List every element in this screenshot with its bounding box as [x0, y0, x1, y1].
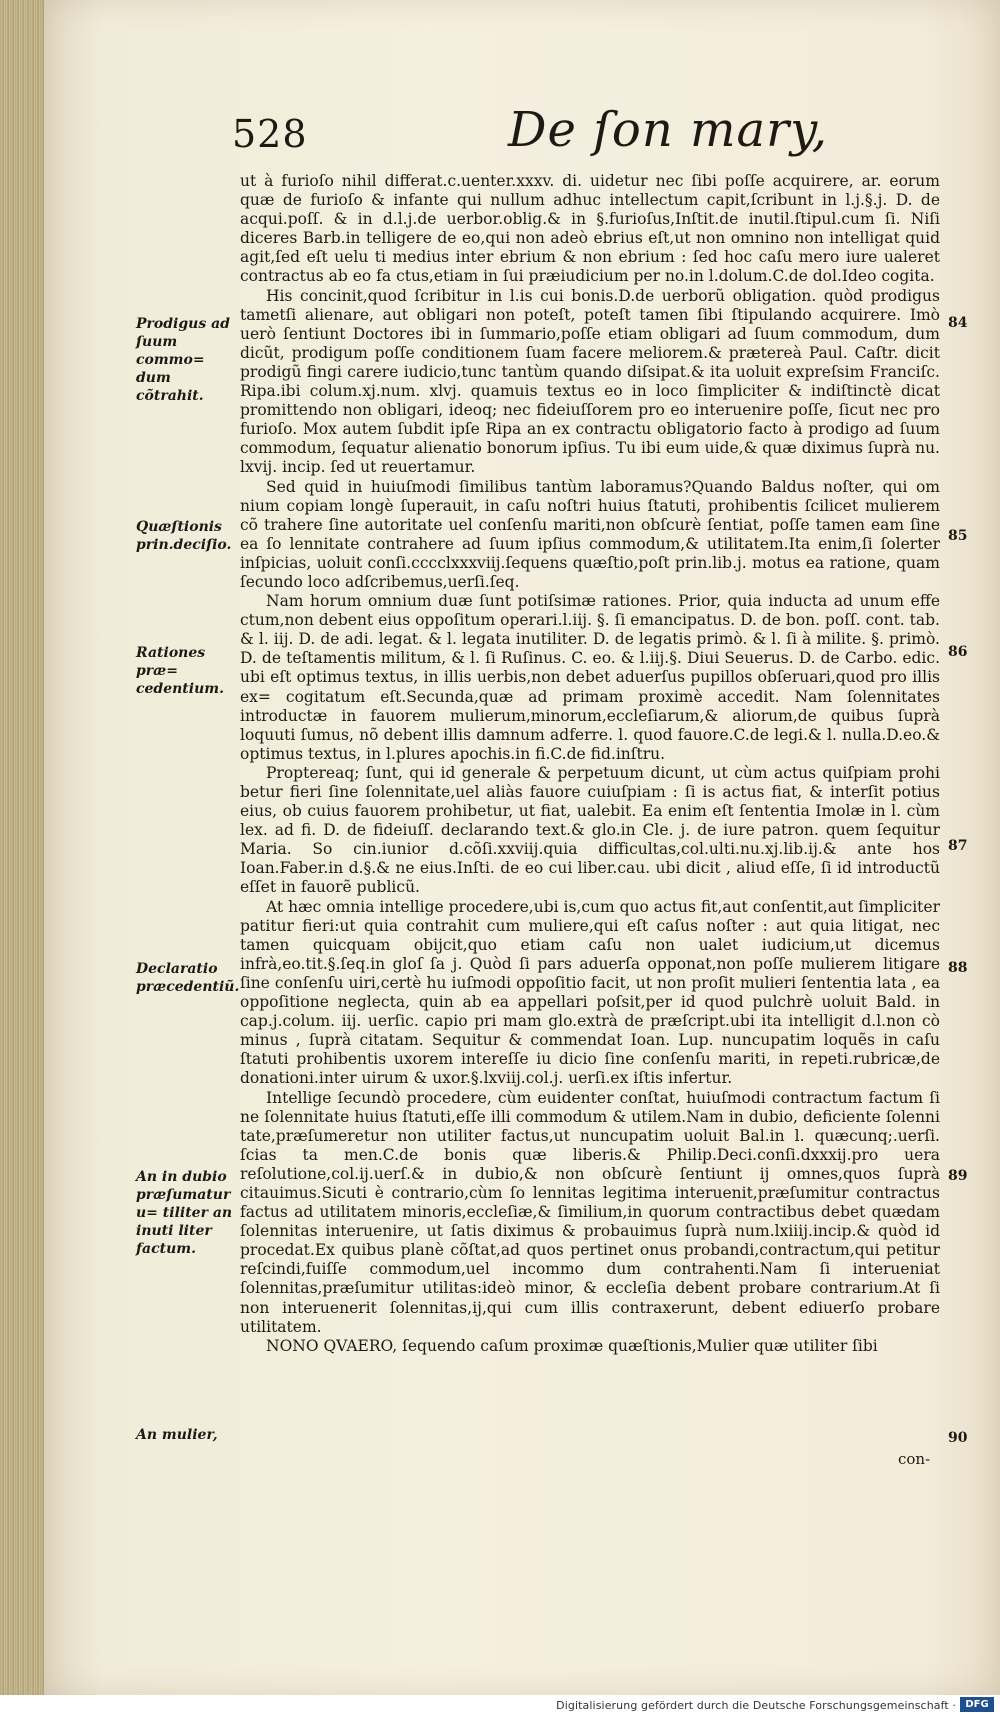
margin-number-85: 85 [948, 528, 968, 544]
margin-number-90: 90 [948, 1430, 968, 1446]
sidenote-rationes: Rationes præ= cedentium. [136, 645, 224, 697]
sidenote-declaratio: Declaratio præcedentiũ. [136, 961, 240, 995]
margin-number-88: 88 [948, 960, 968, 976]
sidenote-prodigus: Prodigus ad ſuum commo= dum cõtrahit. [136, 316, 230, 404]
main-text-block [240, 172, 940, 1356]
paragraph-4: Nam horum omnium duæ ſunt potiſsimæ rationes. Prior, quia inducta ad unum effe ctum,non debent eius oppoſitum operari.l.iij. §. ſi emancipatus. D. de bon. poſſ. cont. tab. & l. iij. D. de adi. legat. & l. legata inutiliter. D. de legatis primò. & l. ſi à milite. §. primò. D. de teſtamentis militum, & l. ſi Ruſinus. C. eo. & l.iij.§. Diui Seuerus. D. de Carbo. edic. ubi eſt optimus textus, in illis uerbis,non debet aduerſus pupillos obſeruari,quod pro illis ex= cogitatum eſt.Secunda,quæ ad primam proximè accedit. Nam ſolennitates introductæ in fauorem mulierum,minorum,eccleſiarum,& aliorum,de quibus ſuprà loquuti ſumus, nõ debent illis damnum adferre. l. quod fauore.C.de legi.& l. nulla.D.eo.& optimus textus, in l.plures apochis.in fi.C.de fid.inſtru. [240, 592, 940, 763]
page-number: 528 [232, 112, 308, 156]
footer-funding-note: Digitalisierung gefördert durch die Deutsche Forschungsgemeinschaft · [556, 1699, 956, 1712]
paragraph-1: ut à furioſo nihil differat.c.uenter.xxxv. di. uidetur nec ſibi poſſe acquirere, ar. eorum quæ de furioſo & infante qui nullum adhuc intellectum capit,ſcribunt in l.j.§.j. D. de acqui.poſſ. & in d.l.j.de uerbor.oblig.& in §.furioſus,Inſtit.de inutil.ſtipul.cum ſi. Niſi diceres Barb.in telligere de eo,qui non adeò ebrius eſt,ut non omnino non intelligat quid agit,ſed eſt uelu ti medius inter ebrium & non ebrium : ſed hoc caſu mero iure ualeret contractus ab eo fa ctus,etiam in ſui præiudicium per no.in l.dolum.C.de dol.Ideo cogita. [240, 172, 940, 286]
sidenote-an-mulier: An mulier, [136, 1427, 218, 1443]
margin-number-87: 87 [948, 838, 968, 854]
running-title: De ſon mary, [508, 102, 829, 158]
sidenote-quaestionis: Quæſtionis prin.deciſio. [136, 519, 232, 553]
catchword: con- [898, 1450, 931, 1468]
paragraph-3: Sed quid in huiuſmodi ſimilibus tantùm laboramus?Quando Baldus noſter, qui om nium copiam longè ſuperauit, in caſu noſtri huius ſtatuti, prohibentis ſcilicet mulierem cõ trahere ſine autoritate uel conſenſu mariti,non obſcurè ſentiat, poſſe tamen eam ſine ea ſo lennitate contrahere ad ſuum ipſius commodum,& utilitatem.Ita enim,ſi ſolerter inſpicias, uoluit conſi.cccclxxxviij.ſequens quæſtio,poſt prin.lib.j. motus ea ratione, quam ſecundo loco adſcribemus,uerſi.ſeq. [240, 477, 940, 591]
paragraph-5: Proptereaq; ſunt, qui id generale & perpetuum dicunt, ut cùm actus quiſpiam prohi betur fieri ſine ſolennitate,uel aliàs fauore cuiuſpiam : ſi is actus fiat, & interſit potius eius, ob cuius fauorem prohibetur, ut fiat, ualebit. Ea enim eſt ſententia Imolæ in l. cùm lex. ad fi. D. de fideiuſſ. declarando text.& glo.in Cle. j. de iure patron. quem ſequitur Maria. So cin.iunior d.cõſi.xxviij.quia difficultas,col.ulti.nu.xj.lib.ij.& ante hos Ioan.Faber.in d.§.& ne eius.Inſti. de eo cui liber.cau. ubi dicit , aliud eſſe, ſi id introductũ eſſet in fauorẽ publicũ. [240, 763, 940, 897]
paragraph-6: At hæc omnia intellige procedere,ubi is,cum quo actus fit,aut conſentit,aut ſimpliciter patitur fieri:ut quia contrahit cum muliere,qui eſt caſus noſter : aut quia litigat, nec tamen quicquam obijcit,quo etiam caſu non ualet iudicium,ut dicemus infrà,eo.tit.§.ſeq.in gloſ ſa j. Quòd ſi pars aduerſa opponat,non poſſe mulierem litigare ſine conſenſu uiri,certè hu iuſmodi oppoſitio facit, ut non proſit mulieri ſententia lata , ea oppoſitione neglecta, quin ab ea appellari poſsit,per id quod pulchrè uoluit Bald. in cap.j.colum. iij. uerſic. capio pri mam glo.extrà de præſcript.ubi ita intelligit d.l.non cò minus , ſuprà citatam. Sequitur & commendat Ioan. Lup. nuncupatim loquẽs in caſu ſtatuti prohibentis uxorem intereſſe iu dicio ſine conſenſu mariti, in repeti.rubricæ,de donationi.inter uirum & uxor.§.lxviij.col.j. uerſi.ex iſtis infertur. [240, 897, 940, 1088]
margin-number-89: 89 [948, 1168, 968, 1184]
book-page-edges [0, 0, 44, 1715]
paragraph-2: His concinit,quod ſcribitur in l.is cui bonis.D.de uerborũ obligation. quòd prodigus tametſi alienare, aut obligari non poteſt, poteſt tamen ſibi ſtipulando acquirere. Imò uerò ſentiunt Doctores ibi in ſummario,poſſe etiam obligari ad ſuum commodum, dum dicũt, prodigum poſſe conditionem ſuam facere meliorem.& prætereà Paul. Caſtr. dicit prodigũ fingi carere iudicio,tunc tantùm quando diſsipat.& ita uoluit expreſsim Franciſc. Ripa.ibi colum.xj.num. xlvj. quamuis textus eo in loco ſimpliciter & indiſtinctè dicat promittendo non obligari, ideoq; nec fideiuſſorem pro eo interuenire poſſe, ſicut nec pro furioſo. Mox autem ſubdit ipſe Ripa an ex contractu obligatorio facto à prodigo ad ſuum commodum, ſequatur alienatio bonorum ipſius. Tu ibi eum uide,& quæ diximus ſuprà nu. lxvij. incip. ſed ut reuertamur. [240, 286, 940, 477]
sidenote-an-in-dubio: An in dubio præſumatur u= tiliter an inuti liter factum. [136, 1169, 233, 1257]
dfg-logo: DFG [960, 1697, 994, 1712]
paragraph-7: Intellige ſecundò procedere, cùm euidenter conſtat, huiuſmodi contractum factum ſi ne ſolennitate huius ſtatuti,eſſe illi commodum & utilem.Nam in dubio, deficiente ſolenni tate,præſumeretur non utiliter factus,ut nuncupatim uoluit Bal.in l. quæcunq;.uerſi. ſcias ta men.C.de bonis quæ liberis.& Philip.Deci.conſi.dxxxij.pro uera reſolutione,col.ij.uerſ.& in dubio,& non obſcurè ſentiunt ij omnes,quos ſuprà citauimus.Sicuti è contrario,cùm ſo lennitas legitima interuenit,præſumitur contractus factus ad utilitatem minoris,eccleſiæ,& ſimilium,in quorum contractibus debet quædam ſolennitas interuenire, ut ſatis diximus & probauimus ſuprà num.lxiiij.incip.& quòd id procedat.Ex quibus planè cõſtat,ad quos pertinet onus probandi,contractum,qui petitur reſcindi,fuiſſe commodum,uel incommo dum contrahenti.Nam ſi interueniat ſolennitas,præſumitur utilitas:ideò minor, & eccleſia debent probare contrarium.At ſi non interuenerit ſolennitas,ij,qui cum illis contraxerunt, debent ediuerſo probare utilitatem. [240, 1088, 940, 1336]
paragraph-8: NONO QVAERO, ſequendo caſum proximæ quæſtionis,Mulier quæ utiliter ſibi [266, 1336, 878, 1355]
margin-number-84: 84 [948, 315, 968, 331]
margin-number-86: 86 [948, 644, 968, 660]
